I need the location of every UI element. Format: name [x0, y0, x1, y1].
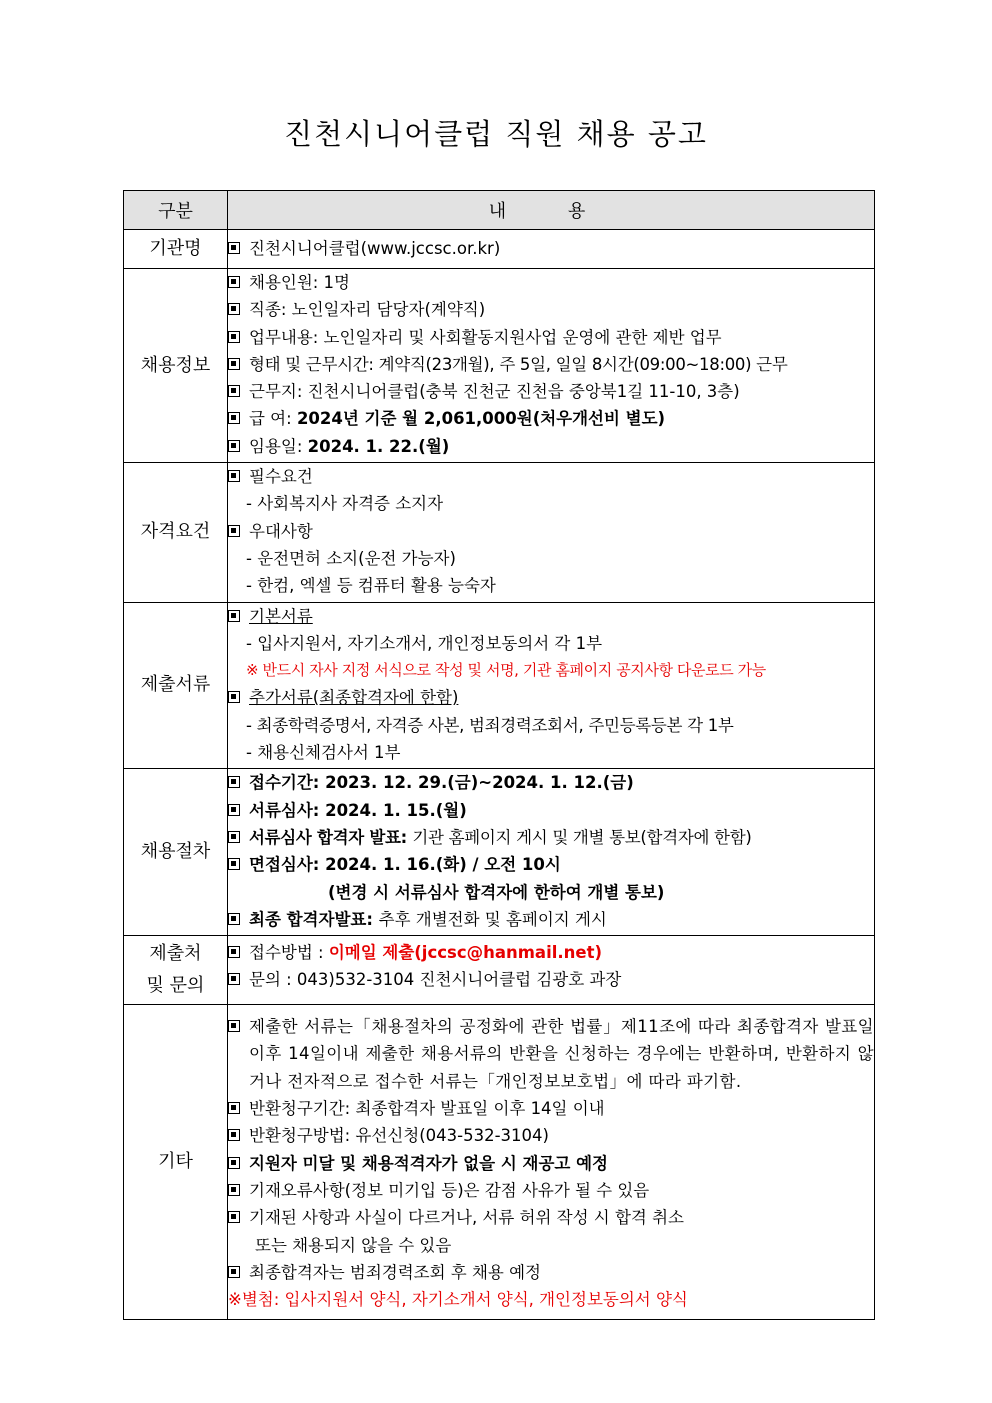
row-hiring-info: [124, 269, 875, 463]
procedure-final: 최종 합격자발표: 추후 개별전화 및 홈페이지 게시: [228, 906, 874, 933]
hiring-item: 직종: 노인일자리 담당자(계약직): [228, 296, 874, 323]
checkbox-icon: [228, 358, 240, 370]
checkbox-icon: [228, 610, 240, 622]
label-qualification: 자격요건: [124, 463, 228, 602]
header-category: 구분: [124, 191, 228, 230]
procedure-apply: 접수기간: 2023. 12. 29.(금)~2024. 1. 12.(금): [228, 769, 874, 796]
etc-attachment: ※별첨: 입사지원서 양식, 자기소개서 양식, 개인정보동의서 양식: [228, 1290, 688, 1310]
checkbox-icon: [228, 1184, 240, 1196]
row-contact: [124, 936, 875, 1005]
checkbox-icon: [228, 276, 240, 288]
checkbox-icon: [228, 303, 240, 315]
etc-background: 최종합격자는 범죄경력조회 후 채용 예정: [228, 1259, 874, 1286]
checkbox-icon: [228, 412, 240, 424]
checkbox-icon: [228, 946, 240, 958]
extra-docs-item: - 채용신체검사서 1부: [246, 743, 401, 763]
row-procedure: [124, 769, 875, 936]
page-title: 진천시니어클럽 직원 채용 공고: [284, 117, 708, 151]
row-documents: [124, 602, 875, 769]
row-qualification: [124, 463, 875, 602]
label-hiring-info: 채용정보: [124, 269, 228, 463]
label-documents: 제출서류: [124, 602, 228, 769]
procedure-interview: 면접심사: 2024. 1. 16.(화) / 오전 10시: [228, 851, 874, 878]
label-contact: 제출처 및 문의: [124, 936, 228, 1005]
documents-note: ※ 반드시 자사 지정 서식으로 작성 및 서명, 기관 홈페이지 공지사항 다운로드 가능: [246, 661, 766, 680]
contact-email: 이메일 제출(jccsc@hanmail.net): [328, 943, 603, 963]
checkbox-icon: [228, 470, 240, 482]
etc-return-method: 반환청구방법: 유선신청(043-532-3104): [228, 1122, 874, 1149]
required-title: 필수요건: [228, 463, 874, 490]
etc-error-note: 기재오류사항(정보 미기입 등)은 감점 사유가 될 수 있음: [228, 1177, 874, 1204]
checkbox-icon: [228, 913, 240, 925]
procedure-announce: 서류심사 합격자 발표: 기관 홈페이지 게시 및 개별 통보(합격자에 한함): [228, 824, 874, 851]
procedure-screening: 서류심사: 2024. 1. 15.(월): [228, 797, 874, 824]
label-procedure: 채용절차: [124, 769, 228, 936]
checkbox-icon: [228, 804, 240, 816]
required-item: - 사회복지사 자격증 소지자: [246, 494, 444, 514]
checkbox-icon: [228, 331, 240, 343]
checkbox-icon: [228, 1157, 240, 1169]
hiring-item: 업무내용: 노인일자리 및 사회활동지원사업 운영에 관한 제반 업무: [228, 324, 874, 351]
extra-docs-item: - 최종학력증명서, 자격증 사본, 범죄경력조회서, 주민등록등본 각 1부: [246, 715, 734, 735]
preferred-item: - 운전면허 소지(운전 가능자): [246, 548, 456, 568]
etc-paragraph: 제출한 서류는「채용절차의 공정화에 관한 법률」제11조에 따라 최종합격자 발표일 이후 14일이내 제출한 채용서류의 반환을 신청하는 경우에는 반환하며, 반환하지 않거나 전자적으로 접수한 서류는「개인정보보호법」에 따라 파기함.: [228, 1013, 874, 1095]
etc-false-note: 기재된 사항과 사실이 다르거나, 서류 허위 작성 시 합격 취소: [228, 1204, 874, 1231]
checkbox-icon: [228, 385, 240, 397]
notice-table: [123, 190, 875, 1320]
checkbox-icon: [228, 1211, 240, 1223]
hiring-item: 채용인원: 1명: [228, 269, 874, 296]
etc-false-note-cont: 또는 채용되지 않을 수 있음: [255, 1235, 452, 1255]
hiring-salary: 급 여: 2024년 기준 월 2,061,000원(처우개선비 별도): [228, 405, 874, 432]
checkbox-icon: [228, 1129, 240, 1141]
basic-docs-title: 기본서류: [228, 603, 874, 630]
checkbox-icon: [228, 1102, 240, 1114]
checkbox-icon: [228, 831, 240, 843]
checkbox-icon: [228, 973, 240, 985]
contact-method: 접수방법 : 이메일 제출(jccsc@hanmail.net): [228, 939, 874, 966]
header-content: 내 용: [228, 191, 875, 230]
etc-return-period: 반환청구기간: 최종합격자 발표일 이후 14일 이내: [228, 1095, 874, 1122]
table-header-row: [124, 191, 875, 230]
extra-docs-title: 추가서류(최종합격자에 한함): [228, 684, 874, 711]
basic-docs-item: - 입사지원서, 자기소개서, 개인정보동의서 각 1부: [246, 633, 603, 653]
org-name: 진천시니어클럽(www.jccsc.or.kr): [228, 235, 874, 262]
label-organization: 기관명: [124, 230, 228, 269]
row-organization: [124, 230, 875, 269]
checkbox-icon: [228, 858, 240, 870]
hiring-item: 형태 및 근무시간: 계약직(23개월), 주 5일, 일일 8시간(09:00~18:00) 근무: [228, 351, 874, 378]
preferred-title: 우대사항: [228, 518, 874, 545]
hiring-item: 근무지: 진천시니어클럽(충북 진천군 진천읍 중앙북1길 11-10, 3층): [228, 378, 874, 405]
checkbox-icon: [228, 691, 240, 703]
checkbox-icon: [228, 525, 240, 537]
checkbox-icon: [228, 1020, 240, 1032]
label-etc: 기타: [124, 1005, 228, 1320]
checkbox-icon: [228, 1266, 240, 1278]
procedure-interview-note: (변경 시 서류심사 합격자에 한하여 개별 통보): [328, 882, 665, 902]
checkbox-icon: [228, 440, 240, 452]
preferred-item: - 한컴, 엑셀 등 컴퓨터 활용 능숙자: [246, 576, 496, 596]
contact-inquiry: 문의 : 043)532-3104 진천시니어클럽 김광호 과장: [228, 966, 874, 993]
row-etc: [124, 1005, 875, 1320]
etc-rehire: 지원자 미달 및 채용적격자가 없을 시 재공고 예정: [228, 1150, 874, 1177]
hiring-start-date: 임용일: 2024. 1. 22.(월): [228, 433, 874, 460]
checkbox-icon: [228, 242, 240, 254]
checkbox-icon: [228, 776, 240, 788]
